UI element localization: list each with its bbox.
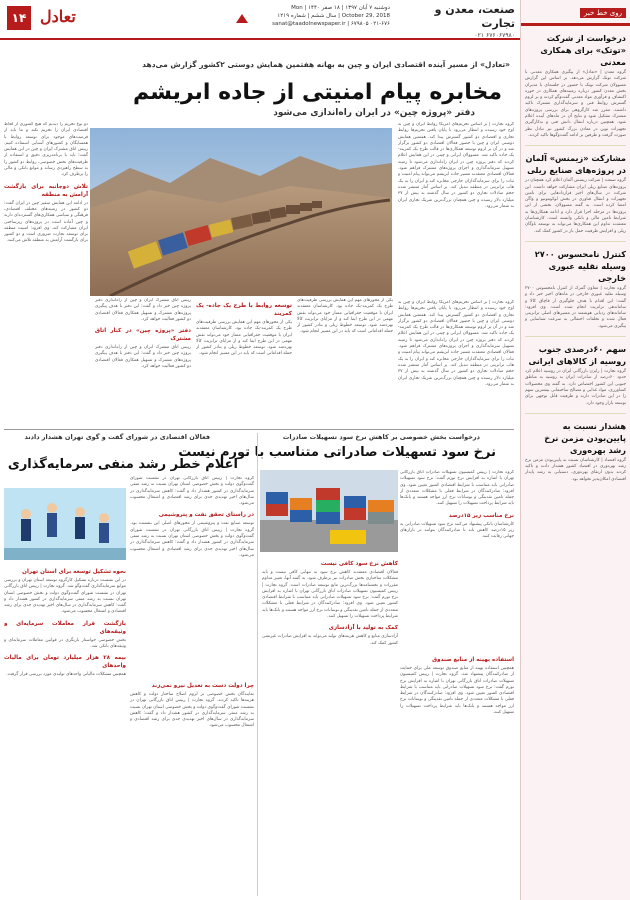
dateline-email: sanat@taadolnewspaper.ir | ۶۷۹۸۰۵ ۰۲۱-۶۷۶ xyxy=(272,21,390,27)
businessmen-illustration xyxy=(4,488,126,560)
export-body-text: گروه تجارت | رییس کمیسیون تسهیلات صادرات اتاق بازرگانی تهران با اشاره به افزایش نرخ تورم گفت: نرخ سود تسهیلات صادراتی باید متناسب با شرایط اقتصادی کشور تعیین شود. وی افزود: صادرکنندگان در شرایط فعلی با مشکلات متعددی از جمله تامین نقدینگی و نوسانات نرخ ارز مواجه هستند و بانک‌ها باید شرایط پرداخت تسهیلات را تسهیل کنند. xyxy=(262,582,398,620)
news-sidebar xyxy=(520,0,630,900)
lead-body-text: در ادامه این همایش سفیر چین در ایران گفت: دو کشور در زمینه‌های مختلف اقتصادی، فرهنگی و سیاسی همکاری‌های گسترده‌ای دارند و چین آماده است در پروژه‌های زیرساختی ایران مشارکت کند. وی افزود: امنیت منطقه برای توسعه تجارت ضروری است و دو کشور برای بازگشت آرامش به منطقه تلاش می‌کنند. xyxy=(4,200,88,244)
section-subhead: نرخ مناسب زیر ۱۵درصد xyxy=(448,512,514,519)
newspaper-logo: تعادل xyxy=(40,7,76,26)
section-name: صنعت، معدن و تجارت xyxy=(434,3,515,30)
lead-column-mid-2 xyxy=(196,298,292,425)
section-subhead: نحوه تشکیل توسعه برای استان تهران xyxy=(22,569,126,575)
section-subhead: بازگشت قرار معاملات سرمایه‌ای و وثیقه‌های xyxy=(4,620,126,635)
section-subhead: استفاده بهینه از منابع صندوق xyxy=(432,657,514,663)
lead-body-text: رییس اتاق مشترک ایران و چین از راه‌اندازی دفتر پروژه چین خبر داد و گفت: این دفتر با هدف پیگیری پروژه‌های مشترک و تسهیل همکاری فعالان اقتصادی دو کشور فعالیت خواهد کرد. xyxy=(95,345,191,370)
sidebar-item[interactable] xyxy=(525,32,626,139)
section-subhead: کاهش نرخ سود کافی نیست xyxy=(320,561,398,567)
sidebar-item[interactable] xyxy=(525,248,626,330)
business-illustration xyxy=(4,488,126,560)
export-column-left xyxy=(262,556,398,896)
export-body-text: گروه تجارت | رییس کمیسیون تسهیلات صادرات اتاق بازرگانی تهران با اشاره به افزایش نرخ تورم گفت: نرخ سود تسهیلات صادراتی باید متناسب با شرایط اقتصادی کشور تعیین شود. وی افزود: صادرکنندگان در شرایط فعلی با مشکلات متعددی از جمله تامین نقدینگی و نوسانات نرخ ارز مواجه هستند و بانک‌ها باید شرایط پرداخت تسهیلات را تسهیل کنند. xyxy=(400,470,514,507)
investment-column-left xyxy=(4,564,126,896)
sidebar-item-body: گروه تجارت | معاون گمرک از کنترل نامحسوس ۲۷۰۰ وسیله نقلیه عبوری خارجی در ماه‌های اخیر خبر داد و گفت: این اقدام با هدف جلوگیری از قاچاق کالا و ساماندهی ترانزیت انجام شده است. وی افزود: سامانه‌های ردیابی هوشمند در مسیرهای اصلی ترانزیتی فعال شده و تخلفات احتمالی به سرعت شناسایی و پیگیری می‌شود. xyxy=(525,285,626,329)
investment-body-text: گروه تجارت | رییس اتاق بازرگانی تهران در نشست شورای گفت‌وگوی دولت و بخش خصوصی استان تهران نسبت به رشد منفی سرمایه‌گذاری در کشور هشدار داد و گفت: کاهش سرمایه‌گذاری در سال‌های اخیر تهدیدی جدی برای رشد اقتصادی و اشتغال محسوب می‌شود. xyxy=(130,698,254,729)
divider xyxy=(525,336,626,337)
section-phone: ۶۷۶۰۶۷۹۸۰ ۰۲۱ xyxy=(474,32,515,39)
section-subhead: چرا دولت دست به تعدیل نیرو نمی‌زند xyxy=(151,683,254,689)
investment-body-text: همچنین مشکلات مالیاتی واحدهای تولیدی مورد بررسی قرار گرفت. xyxy=(6,672,126,678)
sidebar-item-title: درخواست از شرکت «توتک» برای همکاری معدنی xyxy=(540,33,626,67)
investment-body-text: در این نشست درباره تشکیل کارگروه توسعه استان تهران و بررسی موانع سرمایه‌گذاری گفت‌وگو شد. xyxy=(4,578,126,590)
section-subhead: کمک به تولید با آزادسازی xyxy=(328,625,398,632)
sidebar-item-body: گروه تجارت | رایزن بازرگانی ایران در روسیه اعلام کرد حدود ۶۰درصد از صادرات ایران به روسیه به مناطق جنوبی این کشور اختصاص دارد. به گفته وی محصولات کشاورزی، مواد غذایی و مصالح ساختمانی بیشترین سهم را در این صادرات دارند و ظرفیت قابل توجهی برای توسعه بازار وجود دارد. xyxy=(525,369,626,406)
export-body-text: فعالان اقتصادی معتقدند کاهش نرخ سود به تنهایی کافی نیست و باید مشکلات ساختاری بخش صادرات نیز برطرف شود. به گفته آنها، تغییر مداوم مقررات و بخشنامه‌ها بزرگ‌ترین مانع توسعه صادرات است. xyxy=(262,570,398,588)
lead-body-text: گروه تجارت | بر اساس تحریم‌های آمریکا روابط ایران و چین به اوج خود رسیده و انتظار می‌رود با پایان یافتن تحریم‌ها روابط تجاری و اقتصادی دو کشور گسترش پیدا کند. هفتمین همایش دوستی ایران و چین با حضور فعالان اقتصادی دو کشور برگزار شد و در آن بر لزوم توسعه همکاری‌ها در قالب طرح یک کمربند-یک جاده تاکید شد. مسوولان ایرانی و چینی در این همایش اعلام کردند که دفتر پروژه چین در ایران راه‌اندازی می‌شود تا زمینه تسهیل سرمایه‌گذاری و اجرای پروژه‌های مشترک فراهم شود. فعالان اقتصادی معتقدند مسیر جاده ابریشم می‌تواند پیام امنیت و ثبات را برای سرمایه‌گذاران خارجی مخابره کند و ایران را به یک هاب ترانزیتی در منطقه تبدیل کند. بر اساس آمار منتشر شده حجم مبادلات تجاری دو کشور در سال گذشته به بیش از ۳۷ میلیارد دلار رسیده و چین همچنان بزرگ‌ترین شریک تجاری ایران به شمار می‌رود. xyxy=(398,122,514,209)
sidebar-item[interactable] xyxy=(525,420,626,483)
sidebar-item-body: گروه صنعت | شرکت زیمنس آلمان اعلام کرد همچنان در پروژه‌های صنایع ریلی ایران مشارکت خواهد داشت. این شرکت در سال‌های اخیر قراردادهایی برای تامین تجهیزات و انتقال فناوری در بخش لوکوموتیو و واگن امضا کرده است. به گفته مسوولان، بخشی از این پروژه‌ها در مرحله اجرا قرار دارد و ادامه همکاری‌ها به شرایط تامین مالی و بانکی وابسته است. کارشناسان معتقدند تداوم این همکاری‌ها می‌تواند به توسعه ناوگان ریلی و افزایش ظرفیت حمل بار در کشور کمک کند. xyxy=(525,178,626,234)
sidebar-item-title: مشارکت «زیمنس» آلمان در پروژه‌های صنایع ریلی xyxy=(525,153,626,176)
sidebar-label: روی خط خبر xyxy=(580,8,626,18)
lead-subtitle: دفتر «پروژه چین» در ایران راه‌اندازی می‌شود xyxy=(273,108,475,118)
sidebar-item-title: کنترل نامحسوس ۲۷۰۰ وسیله نقلیه عبوری خارجی xyxy=(534,248,626,283)
section-subhead: دفتر «پروژه چین» در کنار اتاق مشترک xyxy=(95,328,191,343)
sidebar-item[interactable] xyxy=(525,152,626,235)
investment-body-text: گروه تجارت | رییس اتاق بازرگانی تهران در نشست شورای گفت‌وگوی دولت و بخش خصوصی استان تهران نسبت به رشد منفی سرمایه‌گذاری در کشور هشدار داد و گفت: کاهش سرمایه‌گذاری در سال‌های اخیر تهدیدی جدی برای رشد اقتصادی و اشتغال محسوب می‌شود. xyxy=(130,527,254,558)
lead-body-text: یکی از محورهای مهم این همایش بررسی ظرفیت‌های طرح یک کمربند-یک جاده بود. کارشناسان معتقدند ایران با موقعیت جغرافیایی ممتاز خود می‌تواند نقش مهمی در این طرح ایفا کند و از مزایای ترانزیت کالا بهره‌مند شود. توسعه خطوط ریلی و بنادر کشور از جمله اقداماتی است که باید در این مسیر انجام شود. xyxy=(297,298,393,335)
section-subhead: توسعه روابط با طرح یک جاده- یک کمربند xyxy=(196,303,292,317)
section-title xyxy=(400,3,515,40)
freight-train-image xyxy=(90,128,392,296)
export-body-text: آزادسازی منابع و کاهش هزینه‌های تولید می‌تواند به افزایش صادرات غیرنفتی کشور کمک کند. xyxy=(262,634,398,646)
divider xyxy=(4,429,514,430)
investment-column-right-2 xyxy=(130,678,254,896)
dateline xyxy=(270,4,390,28)
divider xyxy=(525,413,626,414)
sidebar-item[interactable] xyxy=(525,343,626,407)
divider xyxy=(525,145,626,146)
investment-body-text: بخش خصوصی خواستار بازنگری در قوانین معاملات سرمایه‌ای و وثیقه‌های بانکی شد. xyxy=(4,637,126,650)
lead-column-mid-3 xyxy=(95,298,191,425)
investment-body-text: توسعه صنایع نفت و پتروشیمی از محورهای اصلی این نشست بود. xyxy=(130,521,254,527)
triangle-icon xyxy=(236,14,248,23)
lead-body-text: یکی از محورهای مهم این همایش بررسی ظرفیت‌های طرح یک کمربند-یک جاده بود. کارشناسان معتقدند ایران با موقعیت جغرافیایی ممتاز خود می‌تواند نقش مهمی در این طرح ایفا کند و از مزایای ترانزیت کالا بهره‌مند شود. توسعه خطوط ریلی و بنادر کشور از جمله اقداماتی است که باید در این مسیر انجام شود. xyxy=(196,320,292,357)
page-number: ۱۴ xyxy=(7,6,31,30)
lead-body-text: دو نوع تحریم را دیدیم که هیچ کشوری از لحاظ اقتصادی ایران را تحریم نکند و ما باید از فرصت‌های موجود برای توسعه روابط با همسایگان و کشورهای آسیایی استفاده کنیم. رییس اتاق مشترک ایران و چین در این همایش گفت: باید با برنامه‌ریزی دقیق و استفاده از ظرفیت‌های بخش خصوصی، روابط دو کشور را به سطح راهبردی رساند و موانع بانکی و مالی را برطرف کرد. xyxy=(4,122,88,178)
lead-column-mid xyxy=(297,298,393,425)
export-column-right-2 xyxy=(400,652,514,896)
containers-image xyxy=(260,470,398,552)
export-column-right xyxy=(400,470,514,650)
investment-body-text: گروه تجارت | رییس اتاق بازرگانی تهران در نشست شورای گفت‌وگوی دولت و بخش خصوصی استان تهران نسبت به رشد منفی سرمایه‌گذاری در کشور هشدار داد و گفت: کاهش سرمایه‌گذاری در سال‌های اخیر تهدیدی جدی برای رشد اقتصادی و اشتغال محسوب می‌شود. xyxy=(4,584,126,615)
investment-kicker: فعالان اقتصادی در شورای گفت و گوی تهران هشدار دادند xyxy=(24,433,210,441)
divider xyxy=(525,241,626,242)
investment-headline[interactable]: اعلام خطر رشد منفی سرمایه‌گذاری xyxy=(7,457,238,472)
export-body-text: گروه تجارت | رییس کمیسیون تسهیلات صادرات اتاق بازرگانی تهران با اشاره به افزایش نرخ تورم گفت: نرخ سود تسهیلات صادراتی باید متناسب با شرایط اقتصادی کشور تعیین شود. وی افزود: صادرکنندگان در شرایط فعلی با مشکلات متعددی از جمله تامین نقدینگی و نوسانات نرخ ارز مواجه هستند و بانک‌ها باید شرایط پرداخت تسهیلات را تسهیل کنند. xyxy=(400,672,514,716)
export-body-text: کارشناسان بانکی پیشنهاد می‌کنند نرخ سود تسهیلات صادراتی به زیر ۱۵درصد کاهش یابد تا صادرکنندگان بتوانند در بازارهای جهانی رقابت کنند. xyxy=(400,521,514,540)
divider xyxy=(257,433,258,896)
investment-body-text: نمایندگان بخش خصوصی بر لزوم اصلاح ساختار دولت و کاهش هزینه‌ها تاکید کردند. xyxy=(130,692,254,704)
train-photo xyxy=(90,128,392,296)
export-headline[interactable]: نرخ سود تسهیلات صادراتی متناسب با تورم نیست xyxy=(178,445,496,460)
section-subhead: در راستای تحقق نفت و پتروشیمی xyxy=(158,512,254,519)
lead-headline[interactable]: مخابره پیام امنیتی از جاده ابریشم xyxy=(133,80,502,105)
investment-body-text: گروه تجارت | رییس اتاق بازرگانی تهران در نشست شورای گفت‌وگوی دولت و بخش خصوصی استان تهران نسبت به رشد منفی سرمایه‌گذاری در کشور هشدار داد و گفت: کاهش سرمایه‌گذاری در سال‌های اخیر تهدیدی جدی برای رشد اقتصادی و اشتغال محسوب می‌شود. xyxy=(130,476,254,507)
export-body-text: همچنین استفاده بهینه از منابع صندوق توسعه ملی برای حمایت از صادرکنندگان پیشنهاد شد. xyxy=(400,666,514,678)
containers-photo xyxy=(260,470,398,552)
export-kicker: درخواست بخش خصوصی بر کاهش نرخ سود تسهیلات صادرات xyxy=(282,433,480,441)
sidebar-item-body: گروه معدن | «تعادل» از پیگیری همکاری معدنی با شرکت توتک گزارش می‌دهد. بر اساس این گزارش مسوولان شرکت توتک با حضور در جلسه‌ای با مدیران بخش معدن کشور درباره زمینه‌های همکاری در حوزه اکتشاف و فرآوری مواد معدنی گفت‌وگو کردند و بر لزوم گسترش روابط فنی و سرمایه‌گذاری مشترک تاکید داشتند. مقرر شد کارگروهی برای بررسی پروژه‌های مشترک تشکیل شود و نتایج آن در ماه‌های آینده اعلام شود. همچنین درباره انتقال دانش فنی و به‌کارگیری تجهیزات نوین در معادن بزرگ کشور نیز تبادل نظر صورت گرفت و طرفین بر ادامه گفت‌وگوها تاکید کردند. xyxy=(525,70,626,138)
dateline-text: دوشنبه ۷ آبان ۱۳۹۷ | ۱۸ صفر ۱۴۴۰ | Mon October 29, 2018 | سال ششم | شماره ۱۲۱۹ xyxy=(277,5,390,19)
sidebar-header xyxy=(521,0,630,26)
section-subhead: تلاش دوجانبه برای بازگشت آرامش به منطقه xyxy=(4,183,88,198)
lead-column-left xyxy=(4,122,88,425)
section-subhead: بیمه ۲۸ هزار میلیارد تومان برای مالیات واحدهای xyxy=(4,655,126,670)
lead-column-right-2 xyxy=(398,300,514,425)
sidebar-item-body: گروه اقتصاد | کارشناسان نسبت به پایین‌بودن مزمن نرخ رشد بهره‌وری در اقتصاد کشور هشدار دادند و تاکید کردند بدون ارتقای بهره‌وری، دستیابی به رشد پایدار اقتصادی امکان‌پذیر نخواهد بود. xyxy=(525,457,626,482)
lead-body-text: گروه تجارت | بر اساس تحریم‌های آمریکا روابط ایران و چین به اوج خود رسیده و انتظار می‌رود با پایان یافتن تحریم‌ها روابط تجاری و اقتصادی دو کشور گسترش پیدا کند. هفتمین همایش دوستی ایران و چین با حضور فعالان اقتصادی دو کشور برگزار شد و در آن بر لزوم توسعه همکاری‌ها در قالب طرح یک کمربند-یک جاده تاکید شد. مسوولان ایرانی و چینی در این همایش اعلام کردند که دفتر پروژه چین در ایران راه‌اندازی می‌شود تا زمینه تسهیل سرمایه‌گذاری و اجرای پروژه‌های مشترک فراهم شود. فعالان اقتصادی معتقدند مسیر جاده ابریشم می‌تواند پیام امنیت و ثبات را برای سرمایه‌گذاران خارجی مخابره کند و ایران را به یک هاب ترانزیتی در منطقه تبدیل کند. بر اساس آمار منتشر شده حجم مبادلات تجاری دو کشور در سال گذشته به بیش از ۳۷ میلیارد دلار رسیده و چین همچنان بزرگ‌ترین شریک تجاری ایران به شمار می‌رود. xyxy=(398,300,514,387)
investment-column-right xyxy=(130,476,254,676)
sidebar-item-title: هشدار نسبت به پایین‌بودن مزمن نرخ رشد بهره‌وری xyxy=(544,420,626,455)
lead-kicker: «تعادل» از مسیر آینده اقتصادی ایران و چین به بهانه هفتمین همایش دوستی ۲کشور گزارش می‌دهد xyxy=(142,60,510,69)
lead-body-text: رییس اتاق مشترک ایران و چین از راه‌اندازی دفتر پروژه چین خبر داد و گفت: این دفتر با هدف پیگیری پروژه‌های مشترک و تسهیل همکاری فعالان اقتصادی دو کشور فعالیت خواهد کرد. xyxy=(95,298,191,322)
sidebar-item-title: سهم ۶۰درصدی جنوب روسیه از کالاهای ایرانی xyxy=(528,344,626,367)
